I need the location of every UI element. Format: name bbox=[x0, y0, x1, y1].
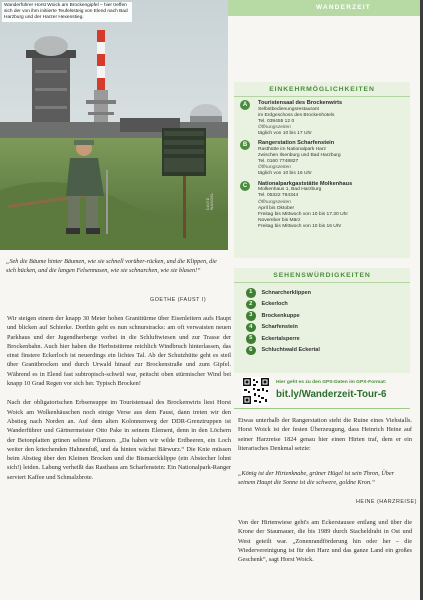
hours-season: November bis März bbox=[258, 217, 301, 223]
divider bbox=[234, 408, 410, 409]
qr-code-icon[interactable] bbox=[242, 377, 270, 405]
sight-number: 6 bbox=[246, 346, 256, 356]
heine-quote: „König ist der Hirtenknabe, grüner Hügel ist sein Thron, Über seinem Haupt die Sonne ist die schwere, goldne Kron.“ bbox=[238, 470, 395, 486]
location-name: Rangerstation Scharfenstein bbox=[258, 140, 335, 147]
sight-number: 1 bbox=[246, 288, 256, 298]
hours-value: Freitag bis Mittwoch von 10 bis 16 Uhr bbox=[258, 223, 342, 229]
list-item bbox=[246, 287, 398, 299]
location-detail: Rasthütte im Nationalpark Harz bbox=[258, 147, 326, 153]
location-marker-a: A bbox=[240, 100, 250, 110]
sight-number: 4 bbox=[246, 323, 256, 333]
sight-number: 2 bbox=[246, 300, 256, 310]
section-kicker: WANDERZEIT bbox=[316, 4, 371, 11]
einkehr-box bbox=[234, 82, 410, 258]
body-paragraph: Wir steigen einem der knapp 30 Meter hohen Granittürme über Eisenleitern aufs Haupt und blicken auf Schierke. Dorthin geht es nun schnurstracks: am oft verwaisten neuen Parkhaus und der Jugendherberge vorbei in die Schluftwiesen und zur Trasse der Brockenbahn. Auch hier haben die Herbststürme reichlich Windbruch hinterlassen, das einst finstere Eckerloch ist neuerdings ein lichtes Tal. Ab der Schutzhütte geht es steil über Granitbrocken und durch Urwald hinauf zur Brockenstraße und zum Gipfel. Während es in Elend fast subtropisch-schwül war, peitscht oben stürmischer Wind bei knapp 10 Grad Regen vor sich her. Typisch Brocken! bbox=[7, 315, 231, 388]
hours-value: täglich von 10 bis 16 Uhr bbox=[258, 171, 312, 177]
hours-value: Freitag bis Mittwoch von 10 bis 17.30 Uhr bbox=[258, 211, 348, 217]
location-name: Touristensaal des Brockenwirts bbox=[258, 100, 343, 106]
list-item bbox=[246, 310, 398, 322]
location-b bbox=[240, 140, 404, 177]
sight-label: Schnarcherklippen bbox=[261, 289, 312, 296]
list-item bbox=[246, 345, 398, 357]
sight-number: 5 bbox=[246, 334, 256, 344]
list-item bbox=[246, 322, 398, 334]
gps-block bbox=[234, 375, 410, 413]
sights-list bbox=[234, 283, 410, 360]
heine-quote-source: HEINE (HARZREISE) bbox=[356, 499, 417, 505]
body-column-right-top: Etwas unterhalb der Rangerstation steht die Ruine eines Viehstalls. Horst Woick ist der festen Überzeugung, dass Heinrich Heine auf seiner Harzreise 1824 genau hier einen Hirten traf, dem er ein literarisches Denkmal setzte: bbox=[238, 417, 412, 452]
location-c bbox=[240, 181, 404, 230]
photo-caption: Wanderführer Horst Woick am Brockengipfel – hier treffen sich der von ihm initiierte Teufelssteig von Elend nach Bad Harzburg und der Harzer Hexenstieg. bbox=[2, 2, 132, 22]
goethe-quote: „Seh die Bäume hinter Bäumen, wie sie schnell vorüber-rücken, und die Klippen, die sich bücken, und die langen Felsennasen, wie sie schnarchen, wie sie blasen!“ bbox=[6, 258, 217, 274]
gps-link[interactable]: bit.ly/Wanderzeit-Tour-6 bbox=[276, 389, 387, 400]
sight-label: Schluchtwald Eckertal bbox=[261, 347, 320, 354]
sight-label: Eckertalsperre bbox=[261, 335, 300, 342]
section-header-bar bbox=[210, 0, 420, 16]
einkehr-heading: EINKEHRMÖGLICHKEITEN bbox=[234, 82, 410, 97]
hours-value: täglich von 10 bis 17 Uhr bbox=[258, 131, 312, 137]
sight-label: Brockenkuppe bbox=[261, 312, 300, 319]
list-item bbox=[246, 333, 398, 345]
body-column-left bbox=[7, 314, 231, 482]
location-name: Nationalparkgaststätte Molkenhaus bbox=[258, 180, 353, 187]
hours-season: April bis Oktober bbox=[258, 205, 295, 211]
hours-label: Öffnungszeiten bbox=[258, 199, 291, 205]
location-phone: Tel. 0160 7748827 bbox=[258, 159, 299, 165]
sight-number: 3 bbox=[246, 311, 256, 321]
hero-photo bbox=[0, 0, 228, 250]
location-phone: Tel. 05322 784344 bbox=[258, 193, 299, 199]
goethe-quote-source: GOETHE (FAUST I) bbox=[150, 297, 207, 303]
hours-label: Öffnungszeiten bbox=[258, 125, 291, 131]
location-marker-b: B bbox=[240, 140, 250, 150]
hours-label: Öffnungszeiten bbox=[258, 165, 291, 171]
body-column-right-bottom: Von der Hirtenwiese geht's am Eckerstausee entlang und über die Krone der Staumauer, die bis 1989 durch Stacheldraht in Ost und West geteilt war. „Zonenrandförderung hin oder her – die Wiedervereinigung ist für den Harz und das ganze Land ein großes Geschenk“, sagt Horst Woick. bbox=[238, 519, 412, 564]
sights-box bbox=[234, 268, 410, 373]
sight-label: Eckerloch bbox=[261, 301, 288, 308]
sights-heading: SEHENSWÜRDIGKEITEN bbox=[234, 268, 410, 283]
location-marker-c: C bbox=[240, 181, 250, 191]
location-phone: Tel. 039455 12 0 bbox=[258, 118, 295, 124]
location-detail: zwischen Ilsenburg und Bad Harzburg bbox=[258, 153, 341, 159]
body-paragraph: Nach der obligatorischen Erbsensuppe im Touristensaal des Brockenwirts liest Horst Woick am Wolkenhäuschen noch einige Verse aus dem Faust, dann treten wir den Abstieg nach Norden an. Auf dem alten Kolonnenweg der DDR-Grenztruppen ist Wanderführer und Gärtnermeister Otto Pake in seinem Element, denn in den Löchern der Betonplatten grünen seltene Pflanzen. „Da haben wir wilde Erdbeeren, ein Loch weiter den kriechenden Hahnenfuß, und da hinten wächst Bärwurz.“ Die Knie müssen beim Abstieg über den Kleinen Brocken und die Bismarckklippe (ein Abstecher lohnt sich!) leiden. Labung verheißt das Rasthaus am Scharfenstein: Ein Nationalpark-Ranger serviert Kaffee und Schmalzbrote. bbox=[7, 399, 231, 481]
photo-credit: DAVID WANDEL bbox=[206, 192, 214, 210]
location-detail: Molkenhaus 1, Bad Harzburg bbox=[258, 187, 322, 193]
location-detail: Selbstbedienungsrestaurant bbox=[258, 106, 319, 112]
location-a bbox=[240, 100, 404, 137]
sight-label: Scharfenstein bbox=[261, 324, 298, 331]
list-item bbox=[246, 299, 398, 311]
location-detail: im Erdgeschoss des Brockenhotels bbox=[258, 112, 335, 118]
gps-hint: Hier geht es zu den GPS-Daten im GPX-Format: bbox=[276, 380, 387, 385]
photo-illustration bbox=[0, 0, 228, 250]
